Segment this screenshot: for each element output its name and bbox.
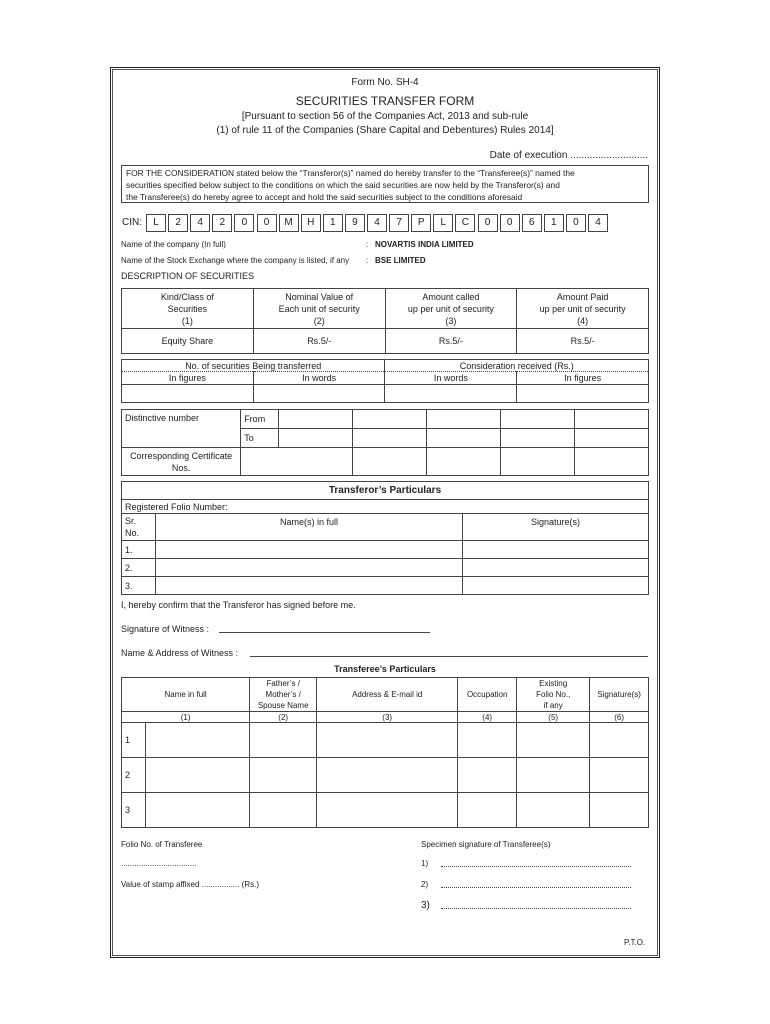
transferor-name-cell[interactable] [156,577,463,595]
certificate-cell[interactable] [500,448,574,476]
pto-label: P.T.O. [624,938,646,947]
cin-char-box[interactable]: 2 [212,214,232,232]
cin-char-box[interactable]: 1 [544,214,564,232]
transferee-cell[interactable] [458,758,517,793]
transferee-row-number: 2 [122,758,146,793]
to-cell[interactable] [279,429,353,448]
from-label: From [241,410,279,429]
desc-header-nominal: Nominal Value of Each unit of security (2) [253,289,385,329]
transferor-name-cell[interactable] [156,559,463,577]
desc-header-paid: Amount Paid up per unit of security (4) [517,289,649,329]
transferor-row-number: 3. [122,577,156,595]
transferee-header-name: Name in full [122,678,250,712]
transferee-row-number: 1 [122,723,146,758]
cin-char-box[interactable]: 0 [234,214,254,232]
transferee-header-occupation: Occupation [458,678,517,712]
transferor-heading: Transferor’s Particulars [122,482,649,500]
cin-char-box[interactable]: C [455,214,475,232]
desc-value-nominal[interactable]: Rs.5/- [253,329,385,354]
cin-char-box[interactable]: 7 [389,214,409,232]
witness-name-line[interactable] [250,656,648,657]
form-title: SECURITIES TRANSFER FORM [295,94,475,108]
to-label: To [241,429,279,448]
transferee-cell[interactable] [590,793,649,828]
certificate-cell[interactable] [574,448,648,476]
cin-char-box[interactable]: 1 [323,214,343,232]
transferee-cell[interactable] [517,723,590,758]
in-words-header: In words [253,372,385,385]
desc-value-paid[interactable]: Rs.5/- [517,329,649,354]
transferee-heading: Transferee’s Particulars [334,664,436,674]
col-num: (5) [517,712,590,723]
to-cell[interactable] [426,429,500,448]
transferor-name-cell[interactable] [156,541,463,559]
in-figures-cell[interactable] [122,385,254,403]
transferee-cell[interactable] [517,793,590,828]
folio-transferee-label: Folio No. of Transferee [121,840,203,849]
sr-no-header: Sr. No. [122,514,156,541]
registered-folio-label[interactable]: Registered Folio Number: [122,500,649,514]
consideration-line-2: securities specified below subject to the conditions on which the said securities are now held by the Transferor(s) and [126,180,560,190]
transferee-row-number: 3 [122,793,146,828]
cin-char-box[interactable]: P [411,214,431,232]
no-securities-header: No. of securities Being transferred [122,360,385,372]
consideration-line-1: FOR THE CONSIDERATION stated below the “Transferor(s)” named do hereby transfer to the “Transferee(s)” named the [126,168,575,178]
cin-char-box[interactable]: 9 [345,214,365,232]
names-header: Name(s) in full [156,514,463,541]
transferee-header-folio: Existing Folio No., if any [517,678,590,712]
transferee-cell[interactable] [590,723,649,758]
form-subtitle-1: [Pursuant to section 56 of the Companies Act, 2013 and sub-rule [241,111,529,122]
company-name-label: Name of the company (In full) [121,240,226,249]
confirm-statement: I, hereby confirm that the Transferor has signed before me. [121,600,356,610]
consideration-received-header: Consideration received (Rs.) [385,360,649,372]
specimen-signature-label: Specimen signature of Transferee(s) [421,840,551,849]
cin-char-box[interactable]: 4 [367,214,387,232]
transfer-table [121,359,649,403]
transferee-cell[interactable] [250,793,317,828]
cin-char-box[interactable]: 4 [588,214,608,232]
transferee-cell[interactable] [146,758,250,793]
stock-exchange-label: Name of the Stock Exchange where the company is listed, if any [121,256,350,265]
stamp-value-field[interactable]: Value of stamp affixed ................. (Rs.) [121,880,259,889]
cin-char-box[interactable]: H [301,214,321,232]
transferee-cell[interactable] [458,723,517,758]
certificate-cell[interactable] [426,448,500,476]
transferee-header-signature: Signature(s) [590,678,649,712]
transferee-table [121,677,649,828]
colon: : [366,256,369,265]
transferor-row-number: 1. [122,541,156,559]
distinctive-number-label: Distinctive number [122,410,241,448]
description-heading: DESCRIPTION OF SECURITIES [121,271,255,281]
transferee-cell[interactable] [317,758,458,793]
from-cell[interactable] [426,410,500,429]
transferee-cell[interactable] [146,723,250,758]
witness-signature-line[interactable] [219,632,430,633]
certificate-label: Corresponding Certificate Nos. [122,448,241,476]
transferee-header-parent: Father’s / Mother’s / Spouse Name [250,678,317,712]
desc-header-called: Amount called up per unit of security (3) [385,289,517,329]
transferee-cell[interactable] [590,758,649,793]
cin-char-box[interactable]: 2 [168,214,188,232]
transferor-table [121,481,649,595]
col-num: (2) [250,712,317,723]
in-words-cell[interactable] [253,385,385,403]
to-cell[interactable] [500,429,574,448]
transferee-cell[interactable] [250,758,317,793]
colon: : [366,240,369,249]
certificate-cell[interactable] [352,448,426,476]
cin-char-box[interactable]: 4 [190,214,210,232]
cin-char-box[interactable]: 0 [257,214,277,232]
in-words-cell[interactable] [385,385,517,403]
in-figures-cell[interactable] [517,385,649,403]
distinctive-number-table [121,409,649,476]
col-num: (4) [458,712,517,723]
cin-char-box[interactable]: M [279,214,299,232]
transferee-cell[interactable] [146,793,250,828]
cin-char-box[interactable]: 0 [478,214,498,232]
in-figures-header: In figures [122,372,254,385]
date-of-execution[interactable]: Date of execution ............................ [489,150,648,161]
desc-header-kind: Kind/Class of Securities (1) [122,289,254,329]
cin-char-box[interactable]: L [433,214,453,232]
witness-signature-label: Signature of Witness : [121,624,210,634]
description-table [121,288,649,354]
transferee-cell[interactable] [458,793,517,828]
consideration-box [121,165,649,203]
from-cell[interactable] [352,410,426,429]
from-cell[interactable] [574,410,648,429]
transferee-cell[interactable] [317,793,458,828]
stock-exchange-value: BSE LIMITED [375,256,426,265]
transferor-signature-cell[interactable] [463,577,649,595]
signature-header: Signature(s) [463,514,649,541]
col-num: (3) [317,712,458,723]
to-cell[interactable] [574,429,648,448]
folio-transferee-field[interactable]: .................................. [121,859,197,868]
specimen-signature-line-2[interactable] [441,887,631,888]
in-figures-header: In figures [517,372,649,385]
company-name-value: NOVARTIS INDIA LIMITED [375,240,474,249]
witness-name-label: Name & Address of Witness : [121,648,239,658]
form-subtitle-2: (1) of rule 11 of the Companies (Share Capital and Debentures) Rules 2014] [216,125,554,136]
from-cell[interactable] [279,410,353,429]
specimen-number-3: 3) [421,900,430,911]
transferee-header-address: Address & E-mail id [317,678,458,712]
form-number: Form No. SH-4 [351,77,419,88]
from-cell[interactable] [500,410,574,429]
transferee-cell[interactable] [317,723,458,758]
consideration-line-3: the Transferee(s) do hereby agree to accept and hold the said securities subject to the conditions aforesaid [126,192,523,202]
cin-char-box[interactable]: L [146,214,166,232]
col-num: (6) [590,712,649,723]
desc-value-kind[interactable]: Equity Share [122,329,254,354]
transferor-row-number: 2. [122,559,156,577]
desc-value-called[interactable]: Rs.5/- [385,329,517,354]
transferee-cell[interactable] [517,758,590,793]
specimen-signature-line-3[interactable] [441,908,631,909]
to-cell[interactable] [352,429,426,448]
transferor-signature-cell[interactable] [463,559,649,577]
in-words-header: In words [385,372,517,385]
transferee-cell[interactable] [250,723,317,758]
cin-char-box[interactable]: 6 [522,214,542,232]
specimen-signature-line-1[interactable] [441,866,631,867]
cin-char-box[interactable]: 0 [500,214,520,232]
certificate-cell[interactable] [241,448,353,476]
cin-char-box[interactable]: 0 [566,214,586,232]
specimen-number-1: 1) [421,859,429,868]
cin-label: CIN: [122,217,142,228]
transferor-signature-cell[interactable] [463,541,649,559]
col-num: (1) [122,712,250,723]
specimen-number-2: 2) [421,880,429,889]
